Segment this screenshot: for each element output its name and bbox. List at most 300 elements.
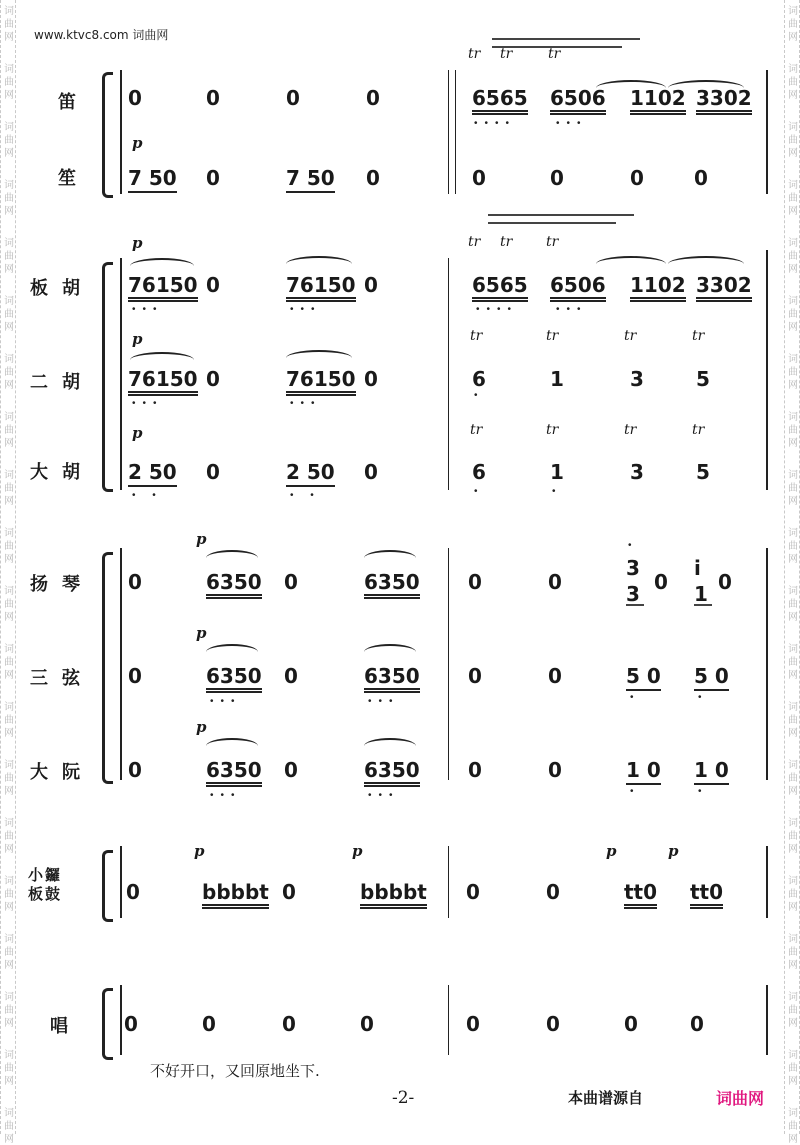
system-barline (120, 846, 122, 918)
watermark-char: 网 (788, 554, 798, 565)
octave-dots: ••• (368, 696, 400, 707)
watermark-char: 网 (4, 960, 14, 971)
octave-dots: • (552, 486, 563, 497)
note: 6565 (472, 273, 528, 302)
watermark-char: 曲 (788, 947, 798, 958)
watermark-char: 曲 (4, 135, 14, 146)
trill-mark: tr (546, 328, 559, 344)
measure-barline (766, 70, 768, 194)
note: 0 (364, 367, 378, 391)
note: 3302 (696, 273, 752, 302)
note: 0 (202, 1012, 216, 1036)
watermark-char: 曲 (788, 1063, 798, 1074)
note: 6506 (550, 273, 606, 302)
note: 0 (718, 570, 732, 594)
watermark-char: 网 (4, 264, 14, 275)
watermark-char: 曲 (788, 715, 798, 726)
watermark-char: 网 (788, 32, 798, 43)
system-barline (120, 70, 122, 194)
watermark-char: 曲 (4, 947, 14, 958)
instrument-label-xiaoluo-banqu (28, 866, 98, 904)
octave-dots: • • (290, 490, 321, 501)
watermark-char: 网 (4, 148, 14, 159)
note: 0 (206, 166, 220, 190)
watermark-char: 网 (4, 728, 14, 739)
note: 3302 (696, 86, 752, 115)
watermark-char: 网 (4, 32, 14, 43)
measure-barline (766, 548, 768, 780)
note: 0 (364, 273, 378, 297)
octave-dots: • (630, 692, 641, 703)
group-brace (102, 552, 113, 784)
watermark-char: 网 (4, 438, 14, 449)
measure-barline (448, 846, 449, 918)
note: 76150 (128, 273, 198, 302)
group-brace (102, 262, 113, 492)
note: 0 (546, 1012, 560, 1036)
instrument-label-yangqin: 扬琴 (30, 574, 94, 595)
watermark-char: 曲 (788, 425, 798, 436)
watermark-char: 词 (788, 470, 798, 481)
note: 0 (548, 570, 562, 594)
dynamic-mark: p (668, 842, 679, 860)
trill-mark: tr (692, 328, 705, 344)
measure-barline (455, 70, 456, 194)
instrument-label-xiaoluo: 小鑼 (28, 866, 63, 884)
watermark-char: 词 (788, 876, 798, 887)
note: 0 (546, 880, 560, 904)
dynamic-mark: p (196, 530, 207, 548)
watermark-char: 词 (4, 64, 14, 75)
watermark-char: 网 (4, 1076, 14, 1087)
note: 0 (128, 86, 142, 110)
watermark-char: 曲 (4, 773, 14, 784)
watermark-char: 曲 (4, 251, 14, 262)
trill-mark: tr (624, 422, 637, 438)
watermark-char: 曲 (788, 19, 798, 30)
dynamic-mark: p (132, 134, 143, 152)
note: 0 (206, 273, 220, 297)
note: 76150 (286, 273, 356, 302)
note: 76150 (128, 367, 198, 396)
watermark-char: 词 (4, 528, 14, 539)
note-lower: 1 (694, 582, 708, 606)
watermark-char: 曲 (4, 657, 14, 668)
note: 0 (360, 1012, 374, 1036)
note: 7 50 (128, 166, 177, 193)
watermark-char: 词 (4, 992, 14, 1003)
watermark-char: 词 (4, 818, 14, 829)
watermark-char: 网 (788, 90, 798, 101)
measure-barline (448, 985, 449, 1055)
note: 0 (690, 1012, 704, 1036)
watermark-char: 网 (788, 902, 798, 913)
note: 1102 (630, 273, 686, 302)
note: 5 (696, 367, 710, 391)
slur (364, 644, 416, 660)
note: 6350 (364, 758, 420, 787)
watermark-char: 曲 (788, 889, 798, 900)
note: 6350 (206, 758, 262, 787)
note: 0 (206, 460, 220, 484)
note: 0 (548, 664, 562, 688)
note: 1102 (630, 86, 686, 115)
watermark-char: 网 (4, 322, 14, 333)
watermark-char: 曲 (4, 831, 14, 842)
octave-dots: ••• (290, 398, 322, 409)
dynamic-mark: p (352, 842, 363, 860)
watermark-char: 网 (4, 612, 14, 623)
watermark-char: 网 (788, 728, 798, 739)
watermark-char: 词 (788, 992, 798, 1003)
watermark-char: 词 (4, 122, 14, 133)
octave-dots: • (474, 486, 485, 497)
watermark-char: 词 (4, 760, 14, 771)
note: 6 (472, 367, 486, 391)
note: 0 (466, 880, 480, 904)
note: 6350 (206, 570, 262, 599)
note: 0 (654, 570, 668, 594)
measure-barline (448, 258, 449, 490)
note: 6350 (206, 664, 262, 693)
watermark-char: 网 (4, 1134, 14, 1145)
watermark-char: 网 (4, 1018, 14, 1029)
note: 6350 (364, 570, 420, 599)
note: 0 (366, 86, 380, 110)
page-number: -2- (392, 1088, 415, 1108)
note: 0 (468, 758, 482, 782)
note: 5 0 (694, 664, 729, 691)
measure-barline (448, 70, 449, 194)
slur (364, 738, 416, 754)
watermark-char: 网 (788, 380, 798, 391)
trill-mark: tr (468, 234, 481, 250)
watermark-char: 网 (788, 844, 798, 855)
dynamic-mark: p (132, 234, 143, 252)
dynamic-mark: p (194, 842, 205, 860)
watermark-char: 网 (788, 148, 798, 159)
trill-mark: tr (500, 46, 513, 62)
slur (596, 256, 666, 272)
watermark-char: 词 (4, 876, 14, 887)
octave-dots: • (474, 390, 485, 401)
watermark-char: 曲 (4, 193, 14, 204)
watermark-char: 曲 (788, 483, 798, 494)
trill-line (488, 214, 634, 216)
slur (130, 258, 194, 274)
note: 0 (126, 880, 140, 904)
watermark-char: 网 (4, 554, 14, 565)
lyric-text: 不好开口，又回原地坐下. (150, 1062, 320, 1080)
watermark-char: 曲 (4, 1063, 14, 1074)
slur (206, 644, 258, 660)
watermark-char: 词 (788, 122, 798, 133)
note-lower: 3 (626, 582, 640, 606)
watermark-char: 曲 (788, 541, 798, 552)
note: 0 (124, 1012, 138, 1036)
instrument-label-sheng: 笙 (58, 168, 90, 189)
note: 0 (284, 664, 298, 688)
watermark-char: 词 (788, 528, 798, 539)
note: bbbbt (202, 880, 269, 909)
note: bbbbt (360, 880, 427, 909)
note: 2 50 (128, 460, 177, 487)
watermark-char: 词 (788, 64, 798, 75)
slur (206, 550, 258, 566)
note: 0 (364, 460, 378, 484)
system-barline (120, 258, 122, 490)
note: 0 (128, 758, 142, 782)
watermark-char: 词 (788, 702, 798, 713)
note: 2 50 (286, 460, 335, 487)
site-url: www.ktvc8.com 词曲网 (34, 28, 169, 42)
note: 76150 (286, 367, 356, 396)
note: 1 0 (626, 758, 661, 785)
octave-dots: ••• (132, 304, 164, 315)
watermark-char: 词 (4, 6, 14, 17)
watermark-char: 网 (4, 844, 14, 855)
trill-mark: tr (500, 234, 513, 250)
dynamic-mark: p (132, 330, 143, 348)
note: 0 (206, 367, 220, 391)
trill-mark: tr (546, 422, 559, 438)
watermark-char: 曲 (4, 715, 14, 726)
measure-barline (448, 548, 449, 780)
watermark-char: 网 (788, 1018, 798, 1029)
note: 0 (282, 1012, 296, 1036)
octave-dots: • (698, 692, 709, 703)
watermark-char: 曲 (788, 135, 798, 146)
watermark-char: 词 (4, 354, 14, 365)
watermark-char: 曲 (4, 599, 14, 610)
note: 0 (466, 1012, 480, 1036)
watermark-char: 网 (4, 902, 14, 913)
watermark-char: 网 (788, 786, 798, 797)
note: 0 (286, 86, 300, 110)
watermark-char: 曲 (788, 309, 798, 320)
system-barline (120, 548, 122, 780)
watermark-char: 词 (788, 586, 798, 597)
instrument-label-sanxian: 三弦 (30, 668, 94, 689)
watermark-char: 曲 (788, 773, 798, 784)
watermark-char: 网 (788, 670, 798, 681)
watermark-char: 词 (4, 238, 14, 249)
watermark-char: 曲 (4, 1121, 14, 1132)
watermark-char: 词 (4, 412, 14, 423)
watermark-char: 网 (4, 496, 14, 507)
watermark-char: 词 (788, 1108, 798, 1119)
note: 0 (630, 166, 644, 190)
watermark-char: 词 (4, 934, 14, 945)
watermark-char: 曲 (788, 367, 798, 378)
source-label: 本曲谱源自 (568, 1090, 644, 1107)
octave-dots: •••• (474, 118, 517, 129)
underline (694, 604, 712, 606)
note: 0 (548, 758, 562, 782)
trill-mark: tr (468, 46, 481, 62)
octave-dots: ••• (210, 790, 242, 801)
slur (206, 738, 258, 754)
note: 0 (694, 166, 708, 190)
watermark-char: 曲 (788, 251, 798, 262)
octave-dots: ••• (210, 696, 242, 707)
watermark-char: 词 (4, 470, 14, 481)
dynamic-mark: p (606, 842, 617, 860)
watermark-char: 词 (788, 296, 798, 307)
group-brace (102, 72, 113, 198)
brand-link[interactable]: 词曲网 (716, 1091, 765, 1108)
note: 6350 (364, 664, 420, 693)
underline (626, 604, 644, 606)
note-upper: i (694, 556, 701, 580)
note-upper: 3 (626, 556, 640, 580)
instrument-label-dahu: 大胡 (30, 462, 94, 483)
watermark-char: 曲 (788, 77, 798, 88)
watermark-char: 曲 (4, 483, 14, 494)
watermark-char: 网 (4, 786, 14, 797)
octave-dots: ••• (290, 304, 322, 315)
dynamic-mark: p (132, 424, 143, 442)
note: 0 (624, 1012, 638, 1036)
octave-dots: ••• (556, 304, 588, 315)
note: 0 (468, 664, 482, 688)
note: 0 (366, 166, 380, 190)
watermark-char: 网 (788, 438, 798, 449)
octave-dots: • (628, 540, 639, 551)
watermark-char: 曲 (4, 1005, 14, 1016)
slur (286, 256, 352, 272)
note: 6506 (550, 86, 606, 115)
instrument-label-chang: 唱 (50, 1016, 82, 1037)
watermark-char: 网 (788, 206, 798, 217)
instrument-label-banqu: 板鼓 (28, 885, 63, 903)
measure-barline (766, 250, 768, 490)
dynamic-mark: p (196, 718, 207, 736)
watermark-char: 词 (4, 702, 14, 713)
instrument-label-erhu: 二胡 (30, 372, 94, 393)
watermark-char: 词 (4, 644, 14, 655)
measure-barline (766, 846, 768, 918)
watermark-char: 词 (788, 6, 798, 17)
watermark-char: 网 (4, 380, 14, 391)
watermark-char: 曲 (4, 889, 14, 900)
note: 1 (550, 460, 564, 484)
slur (668, 256, 744, 272)
octave-dots: •••• (476, 304, 519, 315)
watermark-char: 网 (788, 264, 798, 275)
watermark-char: 词 (788, 412, 798, 423)
slur (130, 352, 194, 368)
watermark-char: 词 (4, 1050, 14, 1061)
watermark-char: 曲 (788, 831, 798, 842)
trill-mark: tr (692, 422, 705, 438)
watermark-char: 词 (788, 180, 798, 191)
watermark-char: 网 (4, 670, 14, 681)
dynamic-mark: p (196, 624, 207, 642)
watermark-char: 词 (788, 818, 798, 829)
watermark-char: 网 (788, 1076, 798, 1087)
note: 6 (472, 460, 486, 484)
note: tt0 (690, 880, 723, 909)
instrument-label-banhu: 板胡 (30, 278, 94, 299)
note: 0 (128, 664, 142, 688)
watermark-char: 词 (788, 1050, 798, 1061)
watermark-char: 词 (788, 644, 798, 655)
watermark-char: 词 (788, 760, 798, 771)
note: 0 (128, 570, 142, 594)
note: 7 50 (286, 166, 335, 193)
note: 0 (468, 570, 482, 594)
note: 3 (630, 460, 644, 484)
octave-dots: ••• (368, 790, 400, 801)
note: tt0 (624, 880, 657, 909)
note: 5 0 (626, 664, 661, 691)
group-brace (102, 850, 113, 922)
note: 0 (284, 758, 298, 782)
note: 6565 (472, 86, 528, 115)
watermark-char: 网 (788, 612, 798, 623)
watermark-char: 网 (4, 90, 14, 101)
watermark-char: 词 (4, 180, 14, 191)
watermark-char: 曲 (788, 657, 798, 668)
watermark-char: 词 (788, 934, 798, 945)
slur (286, 350, 352, 366)
note: 0 (284, 570, 298, 594)
watermark-char: 词 (788, 354, 798, 365)
trill-mark: tr (470, 328, 483, 344)
watermark-char: 词 (4, 586, 14, 597)
watermark-char: 网 (788, 496, 798, 507)
note: 1 0 (694, 758, 729, 785)
watermark-char: 曲 (788, 193, 798, 204)
octave-dots: • • (132, 490, 163, 501)
trill-line (492, 38, 640, 40)
watermark-char: 曲 (4, 367, 14, 378)
trill-mark: tr (548, 46, 561, 62)
note: 3 (630, 367, 644, 391)
watermark-char: 网 (4, 206, 14, 217)
group-brace (102, 988, 113, 1060)
note: 0 (282, 880, 296, 904)
slur (364, 550, 416, 566)
watermark-char: 网 (788, 960, 798, 971)
watermark-char: 曲 (4, 77, 14, 88)
system-barline (120, 985, 122, 1055)
trill-mark: tr (470, 422, 483, 438)
instrument-label-daruan: 大阮 (30, 762, 94, 783)
trill-line (488, 222, 616, 224)
measure-barline (766, 985, 768, 1055)
octave-dots: ••• (132, 398, 164, 409)
watermark-char: 词 (4, 1108, 14, 1119)
watermark-char: 曲 (788, 1005, 798, 1016)
watermark-char: 曲 (4, 19, 14, 30)
watermark-char: 曲 (4, 425, 14, 436)
watermark-char: 曲 (4, 309, 14, 320)
note: 5 (696, 460, 710, 484)
note: 1 (550, 367, 564, 391)
octave-dots: • (630, 786, 641, 797)
watermark-char: 词 (4, 296, 14, 307)
note: 0 (206, 86, 220, 110)
octave-dots: • (698, 786, 709, 797)
note: 0 (472, 166, 486, 190)
watermark-char: 词 (788, 238, 798, 249)
watermark-char: 曲 (4, 541, 14, 552)
trill-mark: tr (546, 234, 559, 250)
trill-mark: tr (624, 328, 637, 344)
octave-dots: ••• (556, 118, 588, 129)
